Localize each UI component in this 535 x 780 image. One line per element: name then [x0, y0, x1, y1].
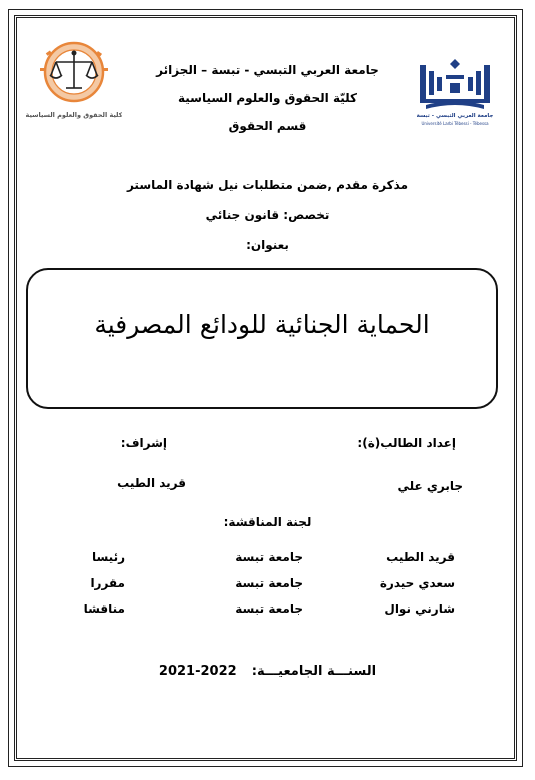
- faculty-name: كليّة الحقوق والعلوم السياسية: [177, 91, 358, 105]
- supervision-label: إشراف:: [120, 436, 167, 450]
- committee-member-name: شارني نوال: [384, 602, 455, 616]
- academic-year-label: السنـــة الجامعيـــة:: [251, 664, 377, 679]
- academic-year-value: 2021-2022: [158, 664, 237, 679]
- committee-label: لجنة المناقشة:: [223, 515, 312, 529]
- committee-member-role: مناقشا: [83, 602, 125, 616]
- academic-year: [0, 664, 535, 679]
- faculty-emblem-caption: كلية الحقوق والعلوم السياسية: [26, 111, 122, 119]
- committee-member-role: رئيسا: [91, 550, 125, 564]
- title-intro: بعنوان:: [246, 238, 289, 252]
- university-name: جامعة العربي التبسي - تبسة – الجزائر: [156, 63, 379, 77]
- thesis-title: الحماية الجنائية للودائع المصرفية: [94, 310, 430, 339]
- committee-member-name: قريد الطيب: [386, 550, 455, 564]
- thesis-title-box: [26, 268, 498, 409]
- university-logo-caption-fr: Université Larbi Tébessi - Tébessa: [421, 121, 489, 126]
- committee-member-name: سعدي حيدرة: [379, 576, 455, 590]
- student-name: جابري علي: [397, 479, 463, 493]
- specialty: تخصص: قانون جنائي: [205, 208, 330, 222]
- committee-member-university: جامعة تبسة: [235, 602, 303, 616]
- supervisor-name: قريد الطيب: [117, 476, 186, 490]
- committee-member-role: مقررا: [90, 576, 125, 590]
- university-logo-caption-ar: جامعة العربي التبسي - تبسة: [416, 113, 494, 119]
- committee-member-university: جامعة تبسة: [235, 550, 303, 564]
- faculty-emblem-logo: [26, 38, 122, 124]
- committee-member-university: جامعة تبسة: [235, 576, 303, 590]
- memo-statement: مذكرة مقدم ,ضمن متطلبات نيل شهادة الماستر: [126, 178, 409, 192]
- department-name: قسم الحقوق: [228, 119, 307, 133]
- prepared-by-label: إعداد الطالب(ة):: [357, 436, 456, 450]
